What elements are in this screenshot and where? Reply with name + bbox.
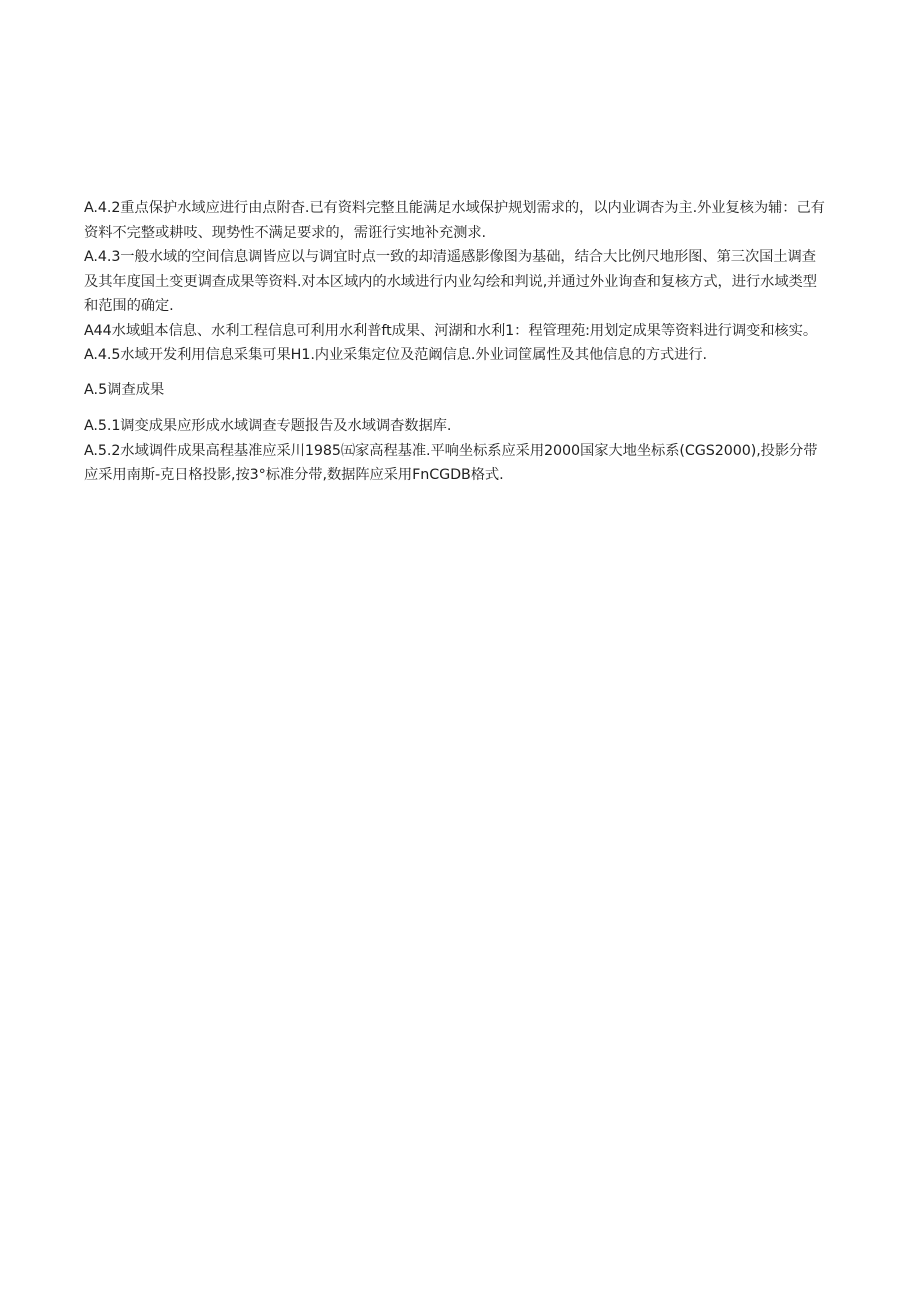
paragraph-a-4-2: A.4.2重点保护水域应进行由点附杳.已有资料完整且能满足水域保护规划需求的，以内业调杏为主.外业复核为辅：己有资料不完整或耕吱、现势性不满足要求的，需诳行实地补充测求. — [84, 200, 825, 241]
document-body — [84, 196, 826, 488]
paragraph-a-5-1: A.5.1调变成果应形成水域调查专题报告及水域调杳数据库. — [84, 418, 452, 434]
section-heading-a-5: A.5调查成果 — [84, 381, 165, 398]
paragraph-a-4-4: A44水域蛆本信息、水利工程信息可利用水利普ft成果、河湖和水利1：程管理苑:用划定成果等资料进行调变和核实。 — [84, 322, 818, 339]
paragraph-a-4-3: A.4.3一般水域的空间信息调皆应以与调宜时点一致的却清遥感影像图为基础，结合大比例尺地形图、第三次国土调查及其年度国土变更调查成果等资料.对本区域内的水域进行内业勾绘和判说,并通过外业询查和复核方式，进行水域类型和范围的确定. — [84, 249, 817, 314]
paragraph-a-5-2: A.5.2水域调件成果高程基准应采川1985㈤家高程基准.平响坐标系应采用2000国家大地坐标系(CGS2000),投影分带应采用南斯-克日格投影,按3°标准分带,数据阵应采用FnCGDB格式. — [84, 442, 818, 483]
paragraph-a-4-5: A.4.5水域开发利用信息采集可果H1.内业采集定位及范阚信息.外业词筐属性及其他信息的方式进行. — [84, 347, 707, 363]
